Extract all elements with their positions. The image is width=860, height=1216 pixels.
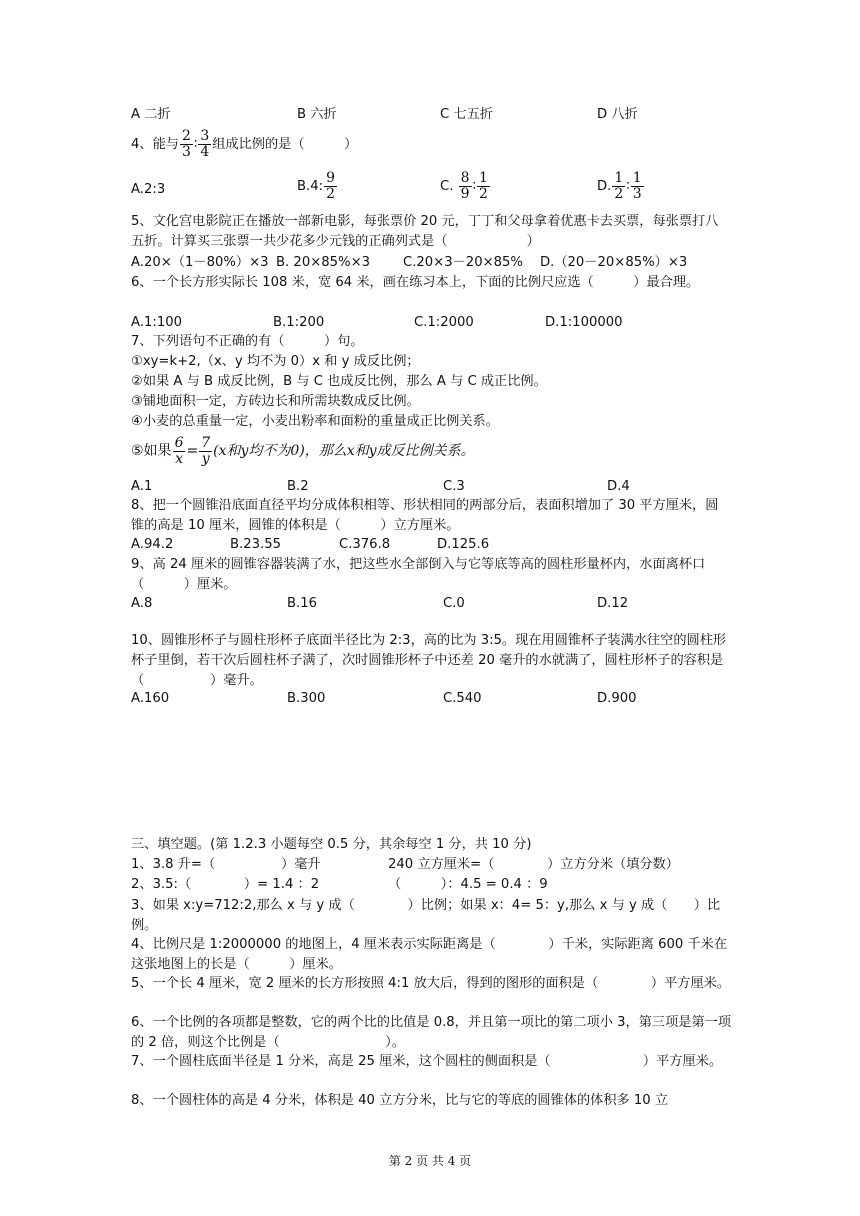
q4-question: 4、能与 $\frac{2}{3}$ ∶ $\frac{3}{4}$ 组成比例的是（ ） (131, 127, 358, 160)
q8-option-d: D.125.6 (437, 537, 490, 552)
q4-option-b: B.4: $\frac{9}{2}$ (297, 169, 335, 202)
q7-statement-3: ③铺地面积一定，方砖边长和所需块数成反比例。 (131, 394, 420, 409)
q5-option-c: C.20×3－20×85% (403, 255, 523, 270)
q7-statement-5: ⑤如果 $\frac{6}{x}$ = $\frac{7}{y}$ (x和y均不为0)，那么x和y成反比例关系。 (131, 434, 475, 467)
q3-option-d: D 八折 (597, 107, 638, 122)
q9-question: 9、高 24 厘米的圆锥容器装满了水，把这些水全部倒入与它等底等高的圆柱形量杯内，水面离杯口（ ）厘米。 (131, 557, 706, 592)
fill-8: 8、一个圆柱体的高是 4 分米，体积是 40 立方分米，比与它的等底的圆锥体的体积多 10 立 (131, 1093, 669, 1108)
q9-option-d: D.12 (597, 596, 629, 611)
q10-option-d: D.900 (597, 691, 637, 706)
fill-5: 5、一个长 4 厘米，宽 2 厘米的长方形按照 4:1 放大后，得到的图形的面积是（ ）平方厘米。 (131, 976, 731, 991)
q9-option-c: C.0 (443, 596, 465, 611)
q8-option-c: C.376.8 (339, 537, 391, 552)
fill-1-part-b: 240 立方厘米=（ ）立方分米（填分数） (388, 857, 679, 872)
q5-question: 5、文化宫电影院正在播放一部新电影，每张票价 20 元，丁丁和父母拿着优惠卡去买票，每张票打八五折。计算买三张票一共少花多少元钱的正确列式是（ ） (131, 214, 719, 249)
q6-option-d: D.1:100000 (545, 315, 623, 330)
q10-option-c: C.540 (443, 691, 482, 706)
q4-option-c: C. $\frac{8}{9}$ ∶ $\frac{1}{2}$ (440, 169, 488, 202)
q7-statement-1: ①xy=k+2,（x、y 均不为 0）x 和 y 成反比例； (131, 354, 420, 369)
fill-4: 4、比例尺是 1:2000000 的地图上，4 厘米表示实际距离是（ ）千米，实际距离 600 千米在这张地图上的长是（ ）厘米。 (131, 937, 728, 972)
fill-2-part-b: （ ）：4.5 = 0.4 ：9 (388, 877, 548, 892)
fill-2-part-a: 2、3.5:（ ）= 1.4 ：2 (131, 877, 320, 892)
q8-option-b: B.23.55 (230, 537, 281, 552)
fraction: $\frac{3}{4}$ (200, 127, 210, 160)
q6-question: 6、一个长方形实际长 108 米，宽 64 米，画在练习本上，下面的比例尺应选（ ）最合理。 (131, 275, 700, 290)
q7-statement-4: ④小麦的总重量一定，小麦出粉率和面粉的重量成正比例关系。 (131, 414, 499, 429)
q7-option-c: C.3 (443, 479, 465, 494)
q10-option-a: A.160 (131, 691, 170, 706)
q6-option-a: A.1:100 (131, 315, 182, 330)
q8-question: 8、把一个圆锥沿底面直径平均分成体积相等、形状相同的两部分后，表面积增加了 30 平方厘米，圆锥的高是 10 厘米，圆锥的体积是（ ）立方厘米。 (131, 498, 719, 533)
fill-3: 3、如果 x:y=712:2,那么 x 与 y 成（ ）比例；如果 x：4= 5：y,那么 x 与 y 成（ ）比例。 (131, 898, 721, 933)
q3-option-a: A 二折 (131, 107, 171, 122)
fill-6: 6、一个比例的各项都是整数，它的两个比的比值是 0.8，并且第一项比的第二项小 3，第三项是第一项的 2 倍，则这个比例是（ ）。 (131, 1015, 732, 1050)
q7-statement-2: ②如果 A 与 B 成反比例，B 与 C 也成反比例，那么 A 与 C 成正比例。 (131, 374, 547, 389)
fill-1-part-a: 1、3.8 升=（ ）毫升 (131, 857, 321, 872)
q6-option-c: C.1:2000 (414, 315, 474, 330)
q3-option-c: C 七五折 (440, 107, 493, 122)
section3-heading: 三、填空题。(第 1.2.3 小题每空 0.5 分，其余每空 1 分，共 10 分) (131, 837, 532, 852)
q9-option-b: B.16 (287, 596, 318, 611)
q5-option-d: D.（20－20×85%）×3 (540, 255, 688, 270)
q10-question: 10、圆锥形杯子与圆柱形杯子底面半径比为 2:3，高的比为 3:5。现在用圆锥杯子装满水往空的圆柱形杯子里倒，若干次后圆柱杯子满了，次时圆锥形杯子中还差 20 毫升的水就满了，圆柱形杯子的容积是（ ）毫升。 (131, 633, 727, 688)
q9-option-a: A.8 (131, 596, 153, 611)
q6-option-b: B.1:200 (273, 315, 325, 330)
q5-option-b: B. 20×85%×3 (276, 255, 371, 270)
q10-option-b: B.300 (287, 691, 326, 706)
fill-7: 7、一个圆柱底面半径是 1 分米，高是 25 厘米，这个圆柱的侧面积是（ ）平方厘米。 (131, 1054, 723, 1069)
q7-option-a: A.1 (131, 479, 153, 494)
page-footer: 第 2 页 共 4 页 (388, 1154, 472, 1168)
q4-option-a: A.2:3 (131, 182, 166, 197)
q4-option-d: D. $\frac{1}{2}$ ∶ $\frac{1}{3}$ (597, 169, 642, 202)
q5-option-a: A.20×（1－80%）×3 (131, 255, 269, 270)
q7-option-b: B.2 (287, 479, 309, 494)
q7-option-d: D.4 (607, 479, 630, 494)
fraction: $\frac{2}{3}$ (181, 127, 191, 160)
q3-option-b: B 六折 (297, 107, 337, 122)
q8-option-a: A.94.2 (131, 537, 174, 552)
q7-question: 7、下列语句不正确的有（ ）句。 (131, 334, 364, 349)
